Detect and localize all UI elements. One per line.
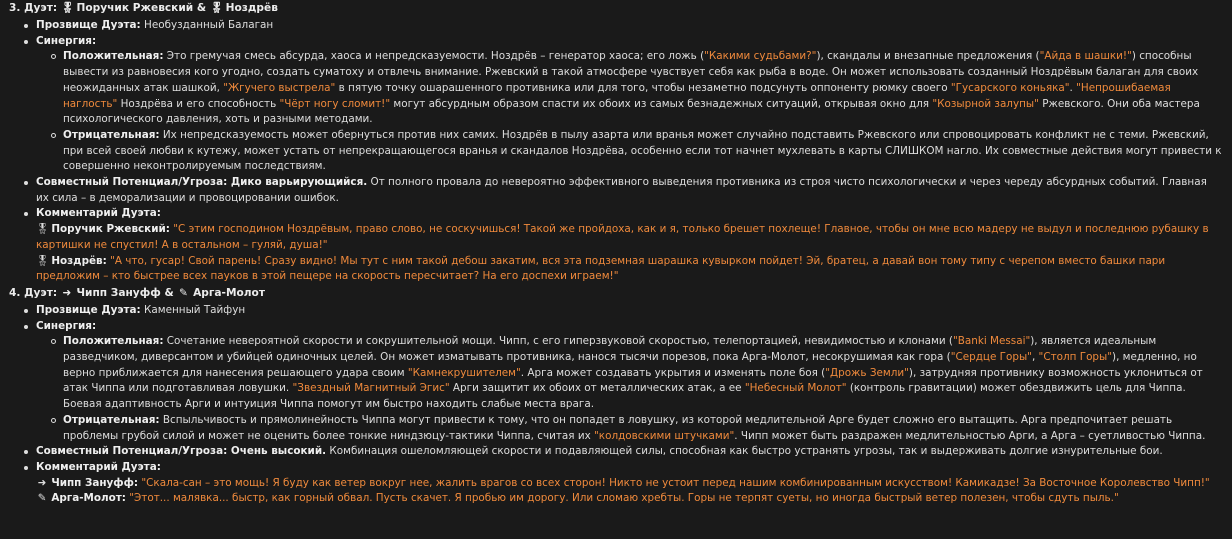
list-item [9, 444, 1222, 460]
text-run: , [1031, 351, 1039, 364]
heading-amp: & [164, 286, 174, 299]
arrow-hand-icon: ➜ [37, 476, 47, 489]
nickname-value: Необузданный Балаган [144, 19, 274, 31]
speaker-quote: "Скала-сан – это мощь! Я буду как ветер вокруг нее, жалить врагов со всех сторон! Никто не устоит перед нашим комбинированным искусством! Камикадзе! За Восточное Королевство Чипп!" [138, 476, 1210, 489]
negative-label: Отрицательная: [63, 413, 160, 426]
highlight-term: "Дрожь Земли" [825, 366, 909, 379]
heading-number: 3. Дуэт: [9, 2, 58, 14]
heading-amp: & [196, 2, 207, 14]
duet-4-heading [9, 286, 1222, 301]
medal-icon: 🎖 [209, 2, 224, 14]
speaker-name: Чипп Зануфф: [51, 476, 139, 489]
duet-3-heading [9, 1, 1222, 16]
highlight-term: "Небесный Молот" [744, 382, 847, 395]
list-item [9, 319, 1222, 445]
highlight-term: "колдовскими штучками" [594, 429, 735, 442]
text-run: могут абсурдным образом спасти их обоих из самых безнадежных ситуаций, открывая окно для [390, 97, 933, 110]
text-run: ), является идеальным разведчиком, диверсантом и убийцей одиночных целей. Он может изматывать противника, нанося тысячи порезов, пока Арга-Молот, несокрушимая как гора ( [63, 335, 1157, 364]
text-run: ), скандалы и внезапные предложения ( [816, 50, 1040, 63]
highlight-term: "Камнекрушителем" [407, 366, 521, 379]
feather-icon: ✎ [37, 492, 47, 505]
comment-line [36, 254, 1222, 285]
heading-name-b: Ноздрёв [225, 2, 278, 14]
nickname-label: Прозвище Дуэта: [36, 19, 141, 31]
text-run: Ноздрёва и его способность [117, 97, 280, 110]
text-run: . Чипп может быть раздражен медлительностью Арги, а Арга – суетливостью Чиппа. [734, 429, 1206, 442]
negative-text [63, 414, 1205, 442]
text-run: . [1069, 81, 1077, 94]
comment-line [36, 222, 1222, 253]
potential-text: Комбинация ошеломляющей скорости и подавляющей силы, способная как быстро устранять угрозы, так и выдерживать долгие изнурительные бои. [326, 445, 1163, 458]
list-item [9, 206, 1222, 285]
nickname-value: Каменный Тайфун [144, 303, 246, 316]
list-item [9, 303, 1222, 319]
list-item [36, 49, 1222, 128]
heading-name-b: Арга-Молот [193, 286, 265, 299]
text-run: Это гремучая смесь абсурда, хаоса и непредсказуемости. Ноздрёв – генератор хаоса; его ложь ( [163, 50, 705, 63]
synergy-sublist [36, 49, 1222, 175]
speaker-name: Ноздрёв: [51, 254, 107, 267]
list-item [9, 34, 1222, 175]
speaker-name: Арга-Молот: [51, 492, 126, 505]
negative-label: Отрицательная: [63, 128, 160, 141]
highlight-term: "Какими судьбами?" [704, 50, 817, 63]
highlight-term: "Звездный Магнитный Эгис" [292, 382, 450, 395]
list-item [36, 128, 1222, 175]
speaker-name: Поручик Ржевский: [51, 223, 170, 236]
synergy-label: Синергия: [36, 34, 97, 47]
text-run: ), затрудняя противнику возможность уклониться от атак Чиппа или подготавливая ловушки. [63, 366, 1203, 395]
comment-line [36, 476, 1222, 492]
list-item [9, 18, 1222, 34]
list-item [36, 334, 1222, 413]
comment-label: Комментарий Дуэта: [36, 207, 161, 220]
positive-label: Положительная: [63, 335, 164, 348]
potential-label: Совместный Потенциал/Угроза: Очень высокий. [36, 445, 327, 458]
text-run: ) способны вывести из равновесия кого угодно, создать суматоху и отвлечь внимание. Ржевский в такой атмосфере чувствует себя как рыба в воде. Он может использовать созданный Ноздрёвым балаган для своих неожиданных атак шашкой, [63, 50, 1199, 94]
highlight-term: "Сердце Горы" [950, 351, 1032, 364]
arrow-hand-icon: ➜ [62, 286, 72, 299]
text-run: Сочетание невероятной скорости и сокрушительной мощи. Чипп, с его гиперзвуковой скоростью, телепортацией, невидимостью и клонами ( [163, 335, 953, 348]
list-item [9, 175, 1222, 206]
medal-icon: 🎖 [36, 254, 50, 267]
heading-name-a: Чипп Зануфф [76, 286, 161, 299]
positive-text [63, 50, 1200, 125]
list-item [36, 413, 1222, 444]
comment-line [36, 491, 1222, 507]
text-run: . Арга может создавать укрытия и изменять поле боя ( [520, 366, 826, 379]
synergy-sublist [36, 334, 1222, 444]
positive-text [63, 335, 1203, 410]
heading-name-a: Поручик Ржевский [76, 2, 194, 14]
highlight-term: "Столп Горы" [1038, 351, 1113, 364]
feather-icon: ✎ [178, 286, 188, 299]
nickname-label: Прозвище Дуэта: [36, 303, 141, 316]
comment-label: Комментарий Дуэта: [36, 460, 161, 473]
heading-number: 4. Дуэт: [9, 286, 58, 299]
highlight-term: "Banki Messai" [952, 335, 1031, 348]
text-run: Вспыльчивость и прямолинейность Чиппа могут привести к тому, что он попадет в ловушку, из которой медлительной Арге будет сложно его вытащить. Арга предпочитает решать проблемы грубой силой и может не оценить более тонкие ниндзюцу-тактики Чиппа, считая их [63, 413, 1173, 442]
highlight-term: "Гусарского коньяка" [950, 81, 1070, 94]
negative-text: Их непредсказуемость может обернуться против них самих. Ноздрёв в пылу азарта или вранья может случайно подставить Ржевского или спровоцировать конфликт не с теми. Ржевский, при всей своей любви к кутежу, может устать от непрекращающегося вранья и скандалов Ноздрёва, особенно если тот начнет мухлевать в карты СЛИШКОМ нагло. Их совместные действия могут привести к совершенно неконтролируемым последствиям. [63, 128, 1222, 173]
highlight-term: "Непрошибаемая наглость" [63, 81, 1171, 110]
medal-icon: 🎖 [60, 2, 75, 14]
text-run: Арги защитит их обоих от металлических атак, а ее [449, 382, 745, 395]
highlight-term: "Козырной залупы" [932, 97, 1039, 110]
positive-label: Положительная: [63, 50, 164, 63]
speaker-quote: "Этот... малявка... быстр, как горный обвал. Пусть скачет. Я пробью им дорогу. Или сломаю хребты. Горы не терпят суеты, но иногда быстрый ветер полезен, чтобы сдуть пыль." [125, 492, 1119, 505]
speaker-quote: "С этим господином Ноздрёвым, право слово, не соскучишься! Такой же пройдоха, как и я, только брешет похлеще! Главное, чтобы он мне всю мадеру не выдул и последнюю рубашку в картишки не спустил! А в остальном – гуляй, душа!" [36, 223, 1209, 251]
list-item [9, 460, 1222, 507]
text-run: ), медленно, но верно приближается для нанесения решающего удара своим [63, 351, 1197, 379]
text-run: в пятую точку ошарашенного противника или для того, чтобы незаметно подсунуть оппоненту рюмку своего [335, 81, 951, 94]
text-run: (контроль гравитации) может обездвижить цель для Чиппа. Боевая адаптивность Арги и интуиция Чиппа помогут им быстро находить слабые места врага. [63, 382, 1186, 411]
duet-3-list [9, 18, 1222, 285]
synergy-label: Синергия: [36, 319, 97, 332]
highlight-term: "Чёрт ногу сломит!" [279, 97, 391, 110]
potential-text: От полного провала до невероятно эффективного выведения противника из строя чисто психологически и через череду абсурдных событий. Главная их сила – в деморализации и провоцировании ошибок. [36, 176, 1207, 204]
text-run: Ржевского. Они оба мастера психологического давления, хоть и разными методами. [63, 97, 1200, 126]
highlight-term: "Айда в шашки!" [1039, 50, 1132, 63]
speaker-quote: "А что, гусар! Свой парень! Сразу видно! Мы тут с ним такой дебош закатим, вся эта подземная шарашка кувырком пойдет! Эй, братец, а давай вон тому типу с черепом вместо башки пари предложим – кто быстрее всех пауков в этой пещере на скорость пересчитает? На его доспехи играем!" [36, 254, 1166, 283]
duet-4-list [9, 303, 1222, 507]
potential-label: Совместный Потенциал/Угроза: Дико варьирующийся. [36, 176, 368, 189]
highlight-term: "Жгучего выстрела" [223, 81, 336, 94]
medal-icon: 🎖 [36, 223, 50, 236]
